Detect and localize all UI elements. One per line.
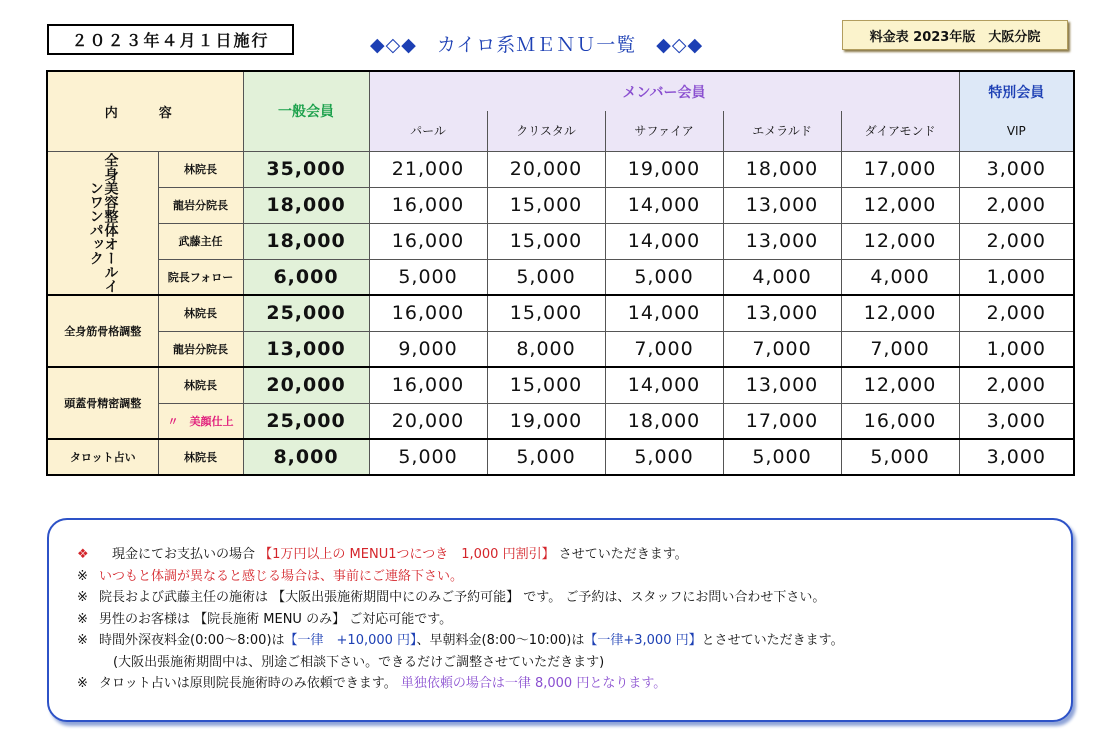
price-list-badge: 料金表 2023年版 大阪分院 xyxy=(842,20,1068,50)
note-text: 時間外深夜料金(0:00～8:00)は xyxy=(99,633,285,648)
emerald-price: 13,000 xyxy=(723,223,841,259)
crystal-price: 5,000 xyxy=(487,439,605,475)
general-price: 20,000 xyxy=(243,367,369,403)
crystal-price: 15,000 xyxy=(487,295,605,331)
emerald-price: 13,000 xyxy=(723,295,841,331)
header-tier-crystal: クリスタル xyxy=(487,111,605,151)
note-text: とさせていただきます。 xyxy=(701,633,844,648)
note-text: 、早朝料金(8:00～10:00)は xyxy=(416,633,585,648)
vip-price: 2,000 xyxy=(959,187,1074,223)
diamond-price: 17,000 xyxy=(841,151,959,187)
pearl-price: 21,000 xyxy=(369,151,487,187)
sapphire-price: 5,000 xyxy=(605,439,723,475)
crystal-price: 5,000 xyxy=(487,259,605,295)
table-row xyxy=(47,403,1074,439)
table-row xyxy=(47,151,1074,187)
staff-label: 武藤主任 xyxy=(158,223,243,259)
table-row xyxy=(47,367,1074,403)
diamond-price: 12,000 xyxy=(841,223,959,259)
staff-label: 林院長 xyxy=(158,295,243,331)
sapphire-price: 14,000 xyxy=(605,367,723,403)
emerald-price: 17,000 xyxy=(723,403,841,439)
category-label: 全身美容整体オールインワンパック xyxy=(87,152,119,293)
vip-price: 2,000 xyxy=(959,367,1074,403)
menu-price-table xyxy=(46,70,1075,476)
vip-price: 3,000 xyxy=(959,439,1074,475)
staff-label: 院長フォロー xyxy=(158,259,243,295)
header-tier-vip: VIP xyxy=(959,111,1074,151)
general-price: 13,000 xyxy=(243,331,369,367)
staff-label: 林院長 xyxy=(158,151,243,187)
header-tier-pearl: パール xyxy=(369,111,487,151)
reference-mark-icon: ※ xyxy=(77,568,88,584)
sapphire-price: 14,000 xyxy=(605,223,723,259)
staff-label: 林院長 xyxy=(158,367,243,403)
general-price: 18,000 xyxy=(243,223,369,259)
sapphire-price: 19,000 xyxy=(605,151,723,187)
header-member-group: メンバー会員 xyxy=(369,71,959,111)
header-tier-diamond: ダイアモンド xyxy=(841,111,959,151)
table-row xyxy=(47,187,1074,223)
header-tier-sapphire: サファイア xyxy=(605,111,723,151)
header-general-member: 一般会員 xyxy=(243,71,369,151)
emerald-price: 5,000 xyxy=(723,439,841,475)
sapphire-price: 18,000 xyxy=(605,403,723,439)
header-tier-emerald: エメラルド xyxy=(723,111,841,151)
general-price: 18,000 xyxy=(243,187,369,223)
table-row xyxy=(47,331,1074,367)
pearl-price: 16,000 xyxy=(369,187,487,223)
crystal-price: 15,000 xyxy=(487,367,605,403)
vip-price: 1,000 xyxy=(959,331,1074,367)
reference-mark-icon: ※ xyxy=(77,676,88,691)
sapphire-price: 5,000 xyxy=(605,259,723,295)
note-highlight: 単独依頼の場合は一律 8,000 円となります。 xyxy=(400,676,667,691)
note-text: (大阪出張施術期間中は、別途ご相談下さい。できるだけご調整させていただきます) xyxy=(113,654,605,670)
diamond-price: 5,000 xyxy=(841,439,959,475)
general-price: 25,000 xyxy=(243,295,369,331)
note-reservation xyxy=(77,587,1071,609)
note-text: タロット占いは原則院長施術時のみ依頼できます。 xyxy=(99,676,401,691)
table-row xyxy=(47,295,1074,331)
pearl-price: 20,000 xyxy=(369,403,487,439)
vip-price: 3,000 xyxy=(959,151,1074,187)
table-row xyxy=(47,259,1074,295)
general-price: 8,000 xyxy=(243,439,369,475)
sapphire-price: 7,000 xyxy=(605,331,723,367)
category-body-skeletal: 全身筋骨格調整 xyxy=(47,295,158,367)
pearl-price: 16,000 xyxy=(369,223,487,259)
reference-mark-icon: ※ xyxy=(77,611,88,627)
emerald-price: 18,000 xyxy=(723,151,841,187)
vip-price: 2,000 xyxy=(959,295,1074,331)
note-text: いつもと体調が異なると感じる場合は、事前にご連絡下さい。 xyxy=(99,568,464,584)
crystal-price: 15,000 xyxy=(487,223,605,259)
table-row xyxy=(47,223,1074,259)
staff-label: 〃 美顔仕上 xyxy=(158,403,243,439)
diamond-price: 16,000 xyxy=(841,403,959,439)
header-content: 内 容 xyxy=(47,71,243,151)
note-condition xyxy=(77,566,1071,588)
crystal-price: 19,000 xyxy=(487,403,605,439)
note-highlight: 【1万円以上の MENU1つにつき 1,000 円割引】 xyxy=(259,547,555,562)
crystal-price: 8,000 xyxy=(487,331,605,367)
emerald-price: 13,000 xyxy=(723,187,841,223)
header-special-member: 特別会員 xyxy=(959,71,1074,111)
effective-date: ２０２３年４月１日施行 xyxy=(47,24,294,55)
note-male-customers xyxy=(77,609,1071,631)
note-highlight: 【一律 +10,000 円】 xyxy=(284,633,417,648)
note-off-hours xyxy=(77,630,1071,652)
note-text: 現金にてお支払いの場合 xyxy=(99,547,260,562)
emerald-price: 4,000 xyxy=(723,259,841,295)
pearl-price: 16,000 xyxy=(369,367,487,403)
table-row xyxy=(47,439,1074,475)
crystal-price: 20,000 xyxy=(487,151,605,187)
pearl-price: 5,000 xyxy=(369,439,487,475)
pearl-price: 16,000 xyxy=(369,295,487,331)
notes-box xyxy=(47,518,1073,722)
page-title: ◆◇◆ カイロ系ＭＥＮＵ一覧 ◆◇◆ xyxy=(370,34,704,56)
emerald-price: 13,000 xyxy=(723,367,841,403)
note-tarot xyxy=(77,673,1071,695)
category-tarot: タロット占い xyxy=(47,439,158,475)
diamond-price: 7,000 xyxy=(841,331,959,367)
diamond-price: 12,000 xyxy=(841,367,959,403)
general-price: 6,000 xyxy=(243,259,369,295)
general-price: 25,000 xyxy=(243,403,369,439)
pearl-price: 5,000 xyxy=(369,259,487,295)
diamond-price: 4,000 xyxy=(841,259,959,295)
diamond-price: 12,000 xyxy=(841,295,959,331)
diamond-price: 12,000 xyxy=(841,187,959,223)
note-text: させていただきます。 xyxy=(554,547,688,562)
crystal-price: 15,000 xyxy=(487,187,605,223)
staff-label: 龍岩分院長 xyxy=(158,187,243,223)
note-highlight: 【一律+3,000 円】 xyxy=(584,633,702,648)
note-off-hours-detail xyxy=(77,652,1071,674)
pearl-price: 9,000 xyxy=(369,331,487,367)
staff-label: 林院長 xyxy=(158,439,243,475)
sapphire-price: 14,000 xyxy=(605,295,723,331)
vip-price: 1,000 xyxy=(959,259,1074,295)
emerald-price: 7,000 xyxy=(723,331,841,367)
note-cash-discount xyxy=(77,544,1071,566)
note-text: 院長および武藤主任の施術は 【大阪出張施術期間中にのみご予約可能】 です。 ご予約は、スタッフにお問い合わせ下さい。 xyxy=(99,590,826,605)
general-price: 35,000 xyxy=(243,151,369,187)
vip-price: 2,000 xyxy=(959,223,1074,259)
sapphire-price: 14,000 xyxy=(605,187,723,223)
category-cranial: 頭蓋骨精密調整 xyxy=(47,367,158,439)
category-allinone xyxy=(47,151,158,295)
reference-mark-icon: ※ xyxy=(77,590,88,605)
note-text: 男性のお客様は 【院長施術 MENU のみ】 ご対応可能です。 xyxy=(99,611,453,627)
staff-label: 龍岩分院長 xyxy=(158,331,243,367)
diamond-bullet-icon: ❖ xyxy=(77,547,89,562)
reference-mark-icon: ※ xyxy=(77,633,88,648)
header-row-top xyxy=(47,71,1074,111)
vip-price: 3,000 xyxy=(959,403,1074,439)
